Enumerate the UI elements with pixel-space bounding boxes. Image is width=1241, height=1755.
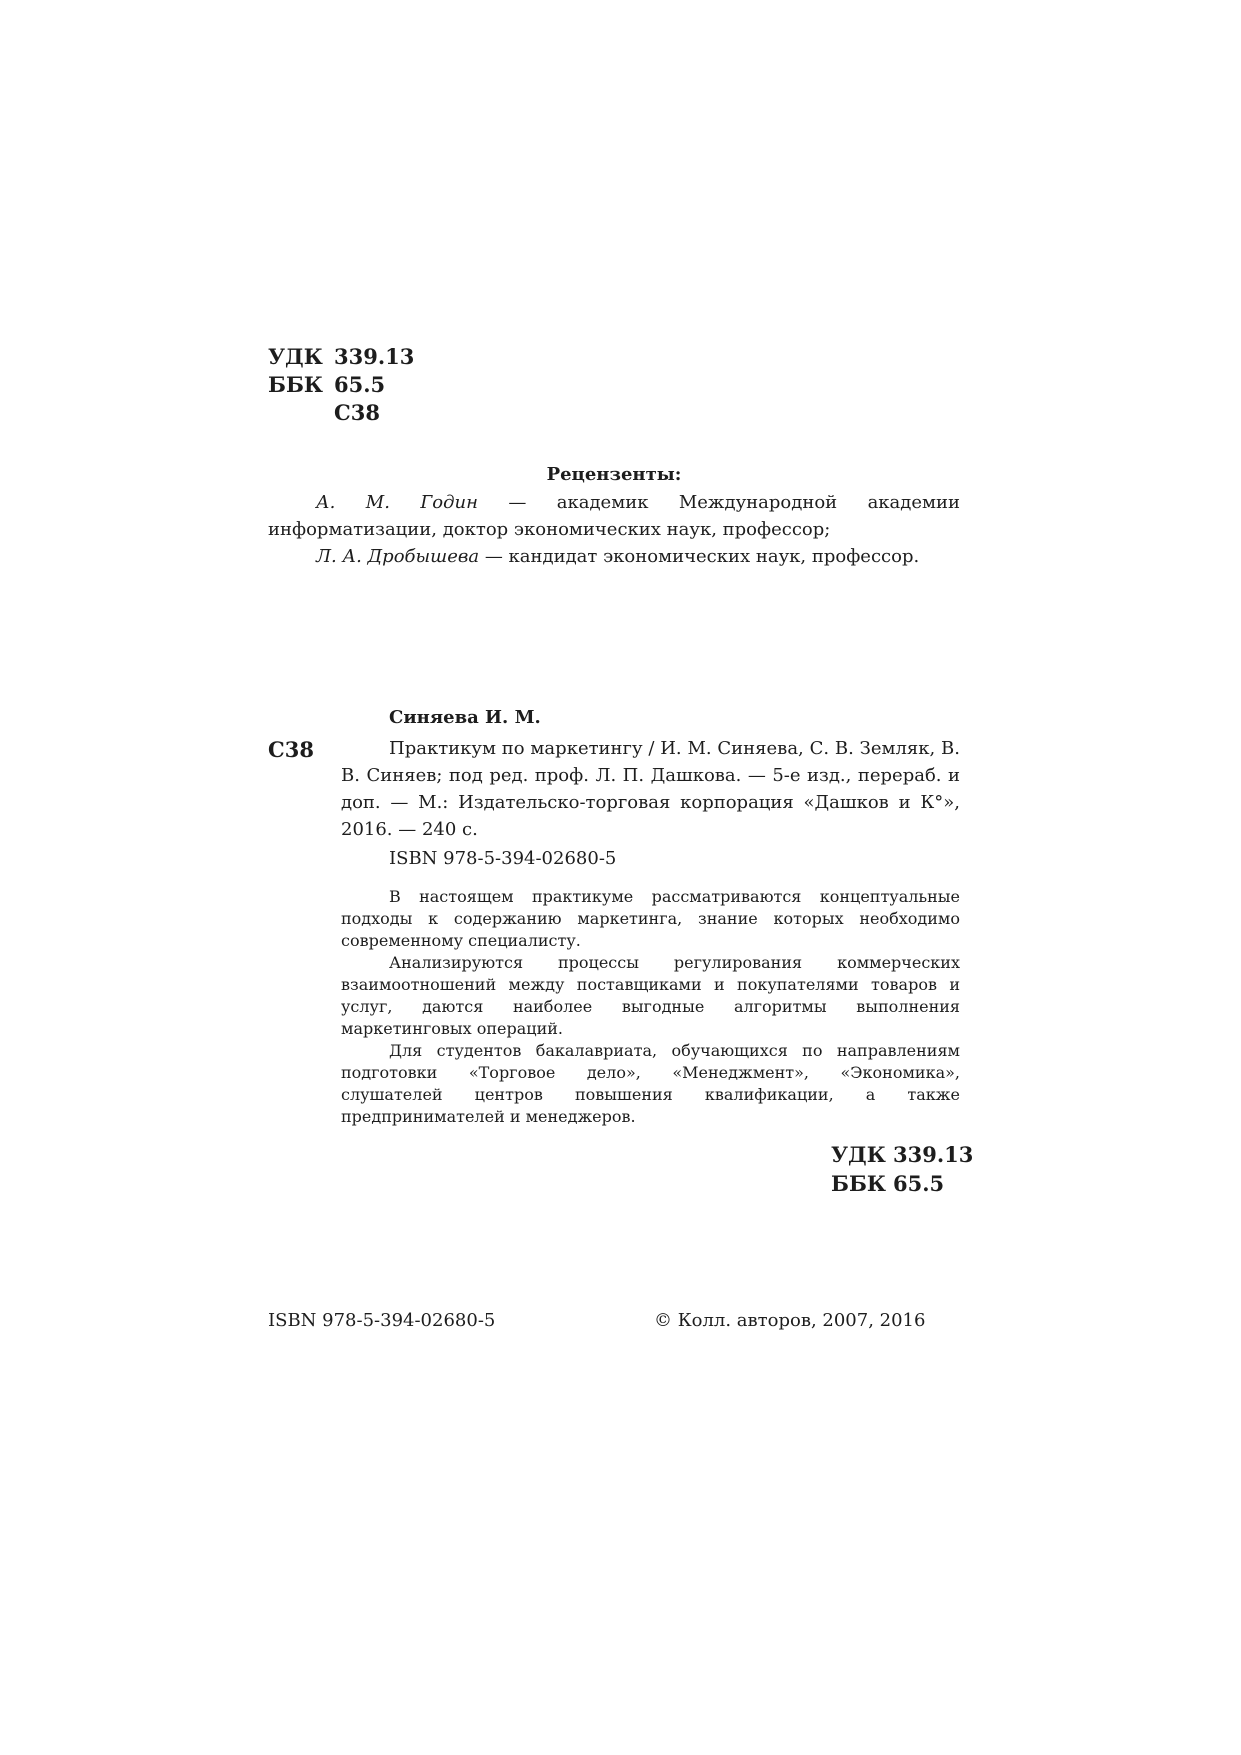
record-cutter: С38 (268, 737, 314, 762)
reviewer-description: — академик Международной академии информатизации, доктор экономических наук, профессор; (268, 492, 961, 540)
classification-block-bottom (831, 1140, 973, 1198)
classification-block-top (268, 343, 414, 427)
annotation-paragraph: Анализируются процессы регулирования коммерческих взаимоотношений между поставщиками и покупателями товаров и услуг, даются наиболее выгодные алгоритмы выполнения маркетинговых операций. (341, 953, 960, 1038)
record-isbn: ISBN 978-5-394-02680-5 (389, 848, 617, 869)
reviewer-description: — кандидат экономических наук, профессор. (479, 546, 920, 567)
reviewers-title: Рецензенты: (546, 464, 682, 485)
footer-isbn: ISBN 978-5-394-02680-5 (268, 1310, 496, 1331)
udk-label: УДК (268, 344, 323, 369)
bbk-value: 65.5 (334, 372, 386, 397)
udk-value: 339.13 (334, 344, 415, 369)
reviewer-name: А. М. Годин (316, 492, 478, 513)
bbk-label: ББК (268, 372, 323, 397)
reviewer-entry (268, 489, 960, 543)
bbk-row (268, 371, 414, 399)
record-description: Практикум по маркетингу / И. М. Синяева, С. В. Земляк, В. В. Синяев; под ред. проф. Л. П. Дашкова. — 5-е изд., перераб. и доп. — М.: Издательско-торговая корпорация «Дашков и К°», 2016. — 240 с. (341, 738, 960, 840)
record-author: Синяева И. М. (389, 707, 541, 728)
cutter-row (268, 399, 414, 427)
bbk-label: ББК (831, 1171, 886, 1196)
reviewer-entry (268, 543, 960, 570)
annotation-paragraph: В настоящем практикуме рассматриваются концептуальные подходы к содержанию маркетинга, знание которых необходимо современному специалисту. (341, 887, 960, 950)
bbk-row (831, 1169, 973, 1198)
reviewer-name: Л. А. Дробышева (316, 546, 480, 567)
annotation-paragraph: Для студентов бакалавриата, обучающихся по направлениям подготовки «Торговое дело», «Менеджмент», «Экономика», слушателей центров повышения квалификации, а также предпринимателей и менеджеров. (341, 1041, 960, 1126)
udk-label: УДК (831, 1142, 886, 1167)
udk-value: 339.13 (893, 1142, 974, 1167)
record-annotation (341, 886, 960, 1128)
footer-copyright: © Колл. авторов, 2007, 2016 (654, 1310, 926, 1331)
udk-row (831, 1140, 973, 1169)
bbk-value: 65.5 (893, 1171, 945, 1196)
udk-row (268, 343, 414, 371)
cutter-mark: С38 (334, 400, 380, 425)
reviewers-list (268, 489, 960, 570)
